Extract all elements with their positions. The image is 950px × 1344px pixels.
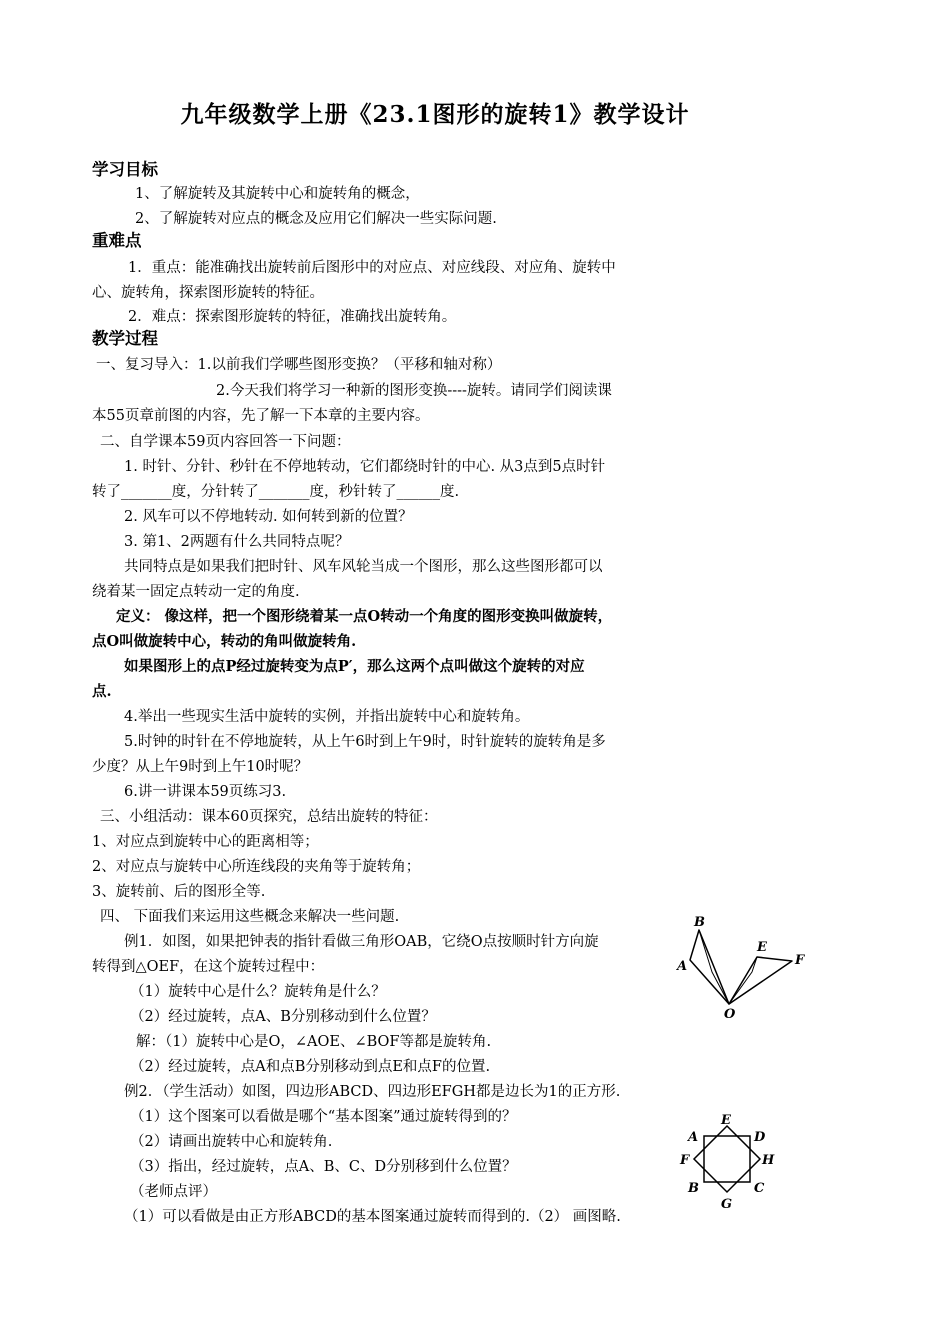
text-line: 2.今天我们将学习一种新的图形变换----旋转。请同学们阅读课 bbox=[216, 383, 612, 399]
text-line: 2．难点：探索图形旋转的特征，准确找出旋转角。 bbox=[128, 309, 457, 325]
text-line: 少度？从上午9时到上午10时呢？ bbox=[92, 759, 309, 775]
label-o: O bbox=[724, 1007, 736, 1020]
text-line: 解：（1）旋转中心是O，∠AOE、∠BOF等都是旋转角. bbox=[136, 1034, 492, 1050]
text-line: （2）经过旋转，点A、B分别移动到什么位置？ bbox=[130, 1009, 436, 1025]
text-line: 学习目标 bbox=[92, 160, 158, 179]
label-b: B bbox=[688, 1181, 699, 1196]
text-line: （老师点评） bbox=[130, 1184, 217, 1200]
label-c: C bbox=[754, 1181, 765, 1196]
text-line: 四、 下面我们来运用这些概念来解决一些问题. bbox=[100, 909, 400, 925]
label-f: F bbox=[795, 953, 805, 968]
text-line: 定义： 像这样，把一个图形绕着某一点O转动一个角度的图形变换叫做旋转， bbox=[116, 608, 613, 625]
text-line: 2、对应点与旋转中心所连线段的夹角等于旋转角； bbox=[92, 859, 421, 875]
label-e: E bbox=[757, 940, 767, 955]
text-line: 重难点 bbox=[92, 231, 142, 250]
label-g: G bbox=[721, 1197, 733, 1212]
text-line: 1. 时针、分针、秒针在不停地转动，它们都绕时针的中心. 从3点到5点时针 bbox=[124, 459, 606, 475]
text-line: （3）指出，经过旋转，点A、B、C、D分别移到什么位置？ bbox=[130, 1159, 517, 1175]
text-line: 例2．（学生活动）如图，四边形ABCD、四边形EFGH都是边长为1的正方形. bbox=[124, 1084, 621, 1100]
label-a: A bbox=[688, 1130, 699, 1145]
text-line: 一、复习导入：1.以前我们学哪些图形变换？（平移和轴对称） bbox=[96, 357, 502, 373]
figure-two-squares bbox=[676, 1110, 782, 1214]
label-b: B bbox=[694, 915, 705, 930]
text-line: （2）经过旋转，点A和点B分别移动到点E和点F的位置. bbox=[130, 1059, 491, 1075]
text-line: 心、旋转角，探索图形旋转的特征。 bbox=[92, 285, 324, 301]
text-line: 1、了解旋转及其旋转中心和旋转角的概念， bbox=[135, 186, 420, 202]
text-line: 如果图形上的点P经过旋转变为点P′，那么这两个点叫做这个旋转的对应 bbox=[124, 658, 585, 675]
text-line: 3. 第1、2两题有什么共同特点呢？ bbox=[124, 534, 350, 550]
page-title: 九年级数学上册《23.1图形的旋转1》教学设计 bbox=[180, 101, 690, 128]
text-line: （1）这个图案可以看做是哪个“基本图案”通过旋转得到的？ bbox=[130, 1109, 517, 1125]
text-line: 二、自学课本59页内容回答一下问题： bbox=[100, 434, 351, 450]
text-line: 点O叫做旋转中心，转动的角叫做旋转角. bbox=[92, 633, 357, 650]
text-line: 教学过程 bbox=[92, 329, 158, 348]
text-line: 三、小组活动：课本60页探究，总结出旋转的特征： bbox=[100, 809, 438, 825]
text-line: 1、对应点到旋转中心的距离相等； bbox=[92, 834, 319, 850]
figure-rotation-triangles bbox=[672, 912, 822, 1020]
text-line: 转了_______度，分针转了_______度，秒针转了______度. bbox=[92, 484, 460, 500]
text-line: 2、了解旋转对应点的概念及应用它们解决一些实际问题. bbox=[135, 211, 497, 227]
label-d: D bbox=[754, 1130, 766, 1145]
text-line: 1．重点：能准确找出旋转前后图形中的对应点、对应线段、对应角、旋转中 bbox=[128, 260, 616, 276]
text-line: 绕着某一固定点转动一定的角度. bbox=[92, 584, 300, 600]
text-line: 6.讲一讲课本59页练习3. bbox=[124, 784, 287, 800]
label-h: H bbox=[762, 1153, 775, 1168]
text-line: 本55页章前图的内容，先了解一下本章的主要内容。 bbox=[92, 408, 430, 424]
text-line: 3、旋转前、后的图形全等. bbox=[92, 884, 266, 900]
text-line: 转得到△OEF，在这个旋转过程中： bbox=[92, 959, 325, 975]
label-e: E bbox=[721, 1113, 731, 1128]
label-f: F bbox=[680, 1153, 690, 1168]
triangle-oef bbox=[729, 957, 792, 1004]
text-line: 点. bbox=[92, 683, 112, 700]
text-line: 共同特点是如果我们把时针、风车风轮当成一个图形，那么这些图形都可以 bbox=[124, 559, 603, 575]
text-line: 例1．如图，如果把钟表的指针看做三角形OAB，它绕O点按顺时针方向旋 bbox=[124, 934, 599, 950]
text-line: 2. 风车可以不停地转动. 如何转到新的位置？ bbox=[124, 509, 413, 525]
text-line: （1）旋转中心是什么？旋转角是什么？ bbox=[130, 984, 386, 1000]
text-line: （2）请画出旋转中心和旋转角. bbox=[130, 1134, 333, 1150]
text-line: （1）可以看做是由正方形ABCD的基本图案通过旋转而得到的.（2） 画图略. bbox=[124, 1209, 621, 1225]
text-line: 5.时钟的时针在不停地旋转，从上午6时到上午9时，时针旋转的旋转角是多 bbox=[124, 734, 606, 750]
label-a: A bbox=[677, 959, 688, 974]
text-line: 4.举出一些现实生活中旋转的实例，并指出旋转中心和旋转角。 bbox=[124, 709, 530, 725]
